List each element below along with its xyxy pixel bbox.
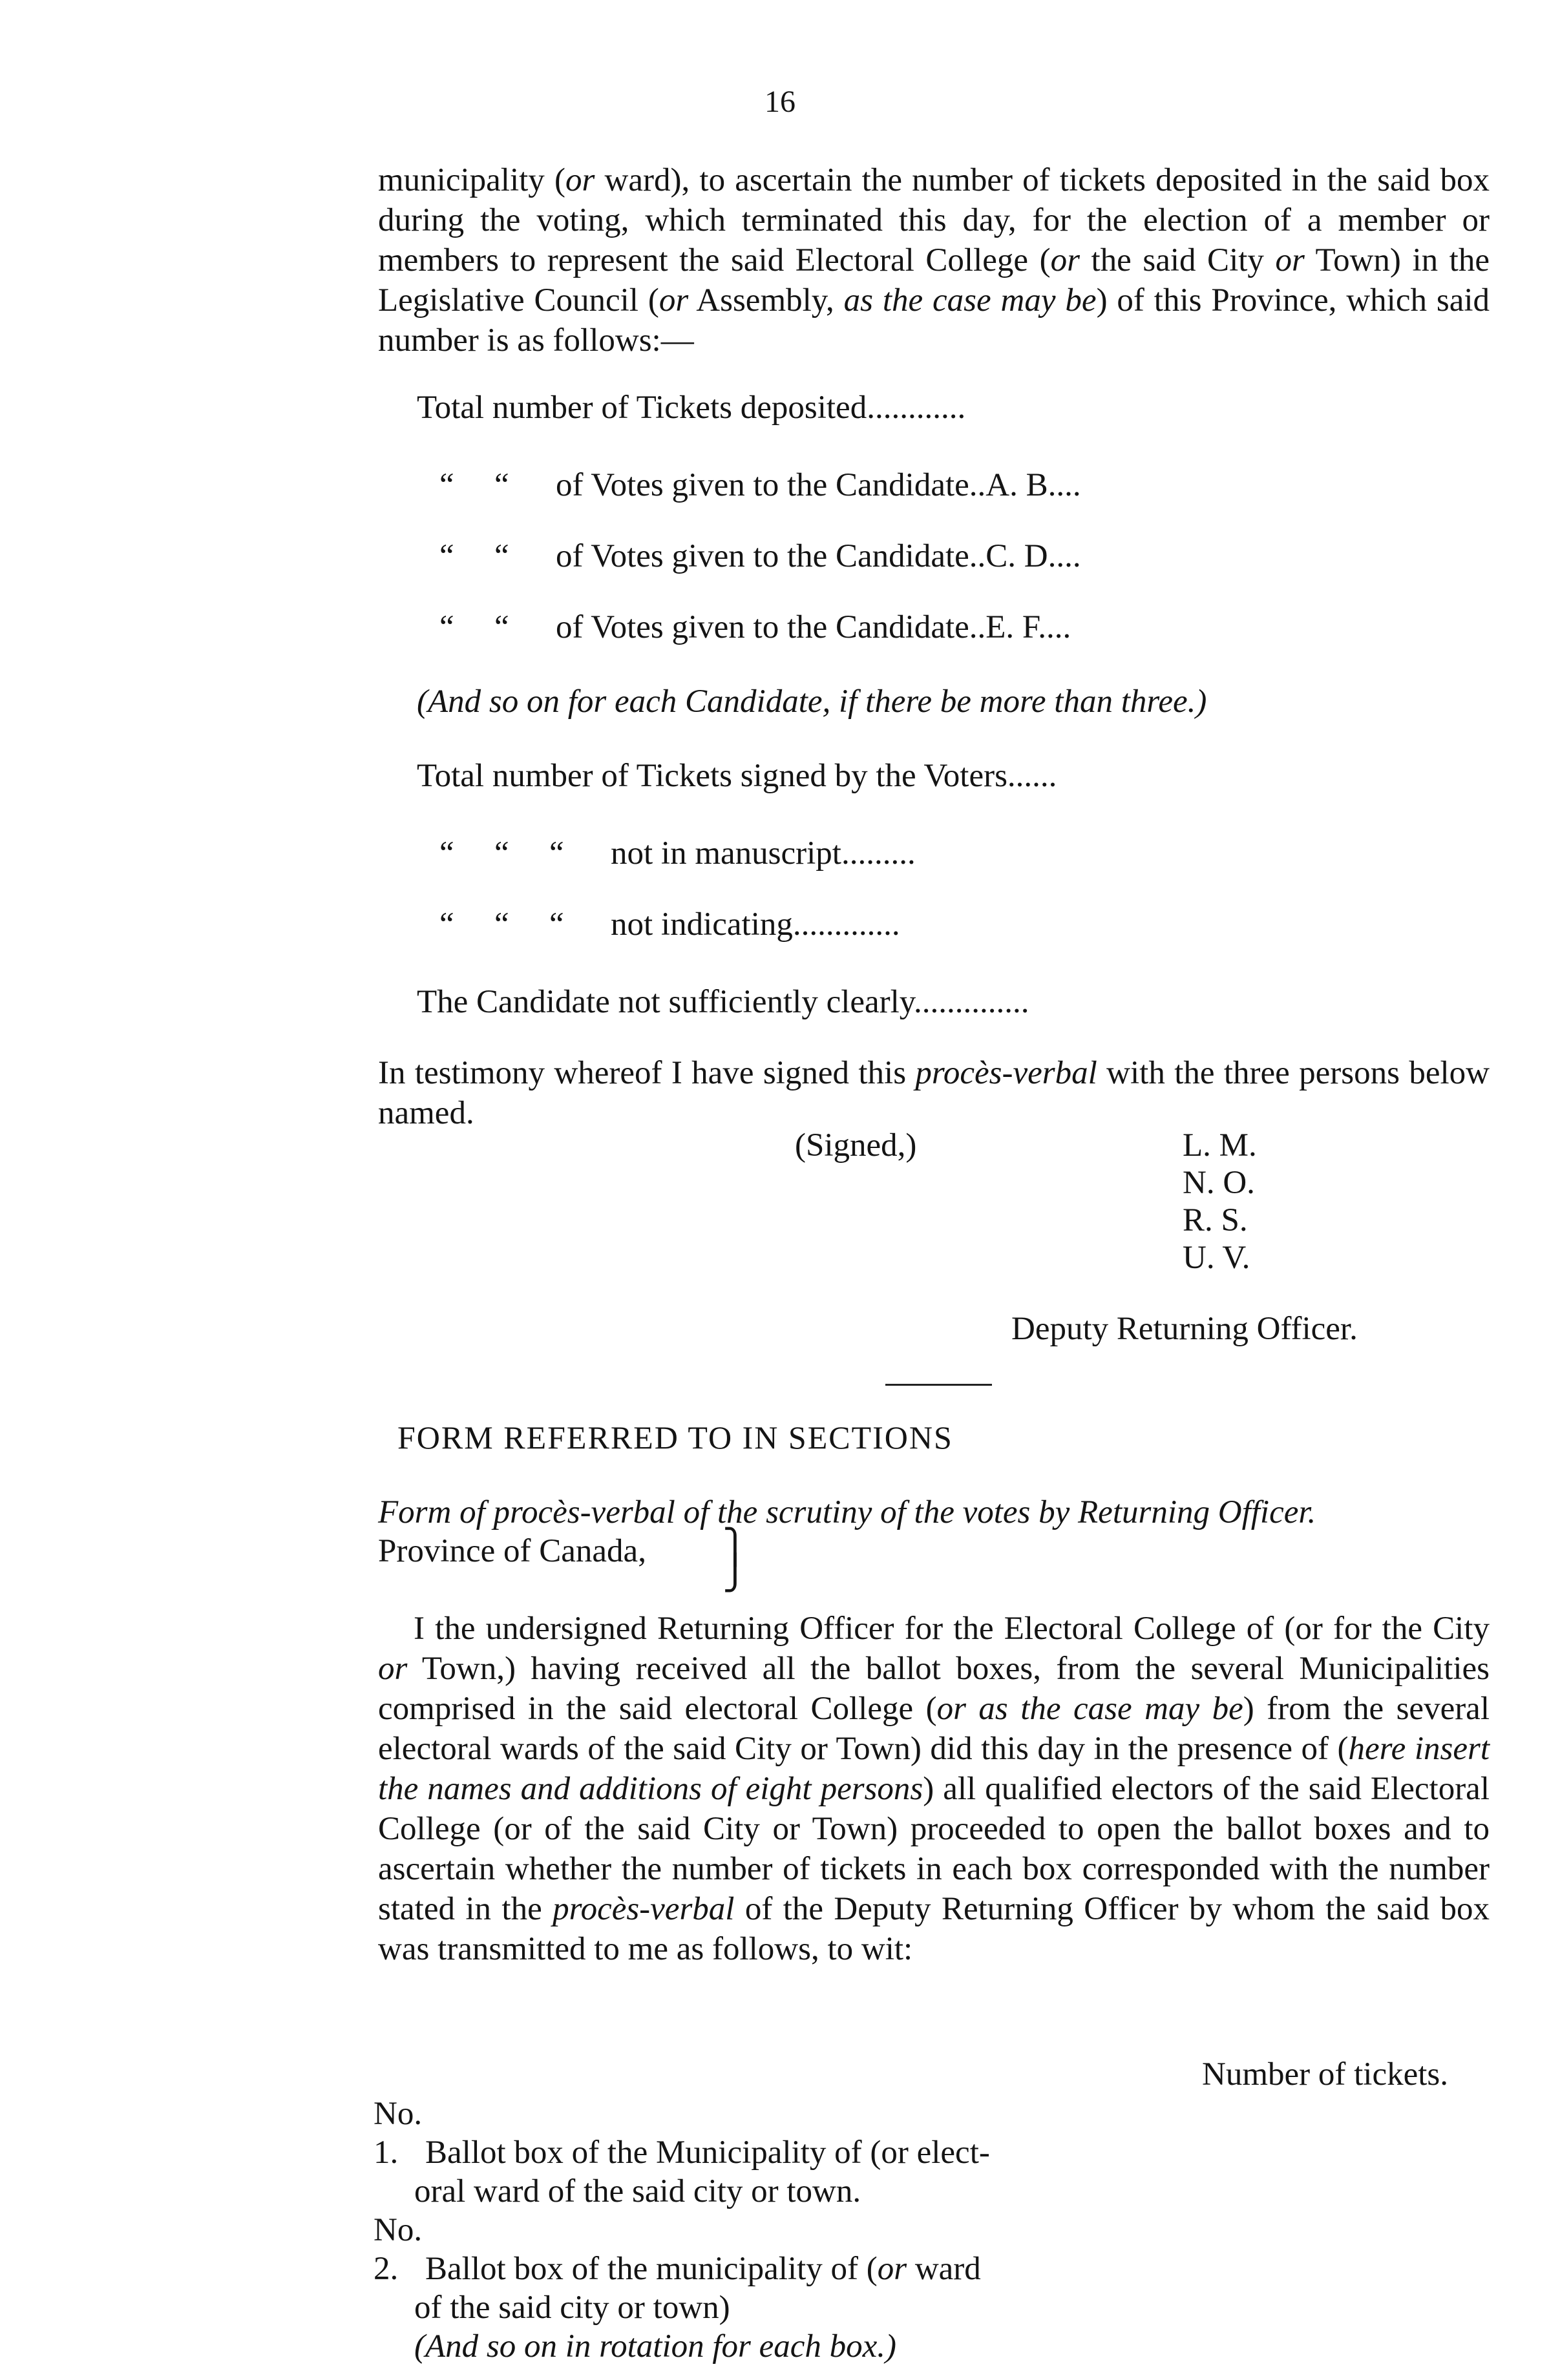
ballot-box-list xyxy=(374,2094,1214,2366)
signature-name: R. S. xyxy=(1183,1202,1248,1238)
list-item xyxy=(374,2094,1214,2172)
ditto-mark: “ xyxy=(439,467,454,503)
list-item xyxy=(374,2211,1214,2288)
number-of-tickets-label: Number of tickets. xyxy=(1202,2056,1448,2093)
scrutiny-italic: procès-verbal xyxy=(553,1891,735,1927)
ditto-mark: “ xyxy=(439,538,454,574)
testimony-italic: procès-verbal xyxy=(915,1055,1097,1091)
votes-ab-line xyxy=(439,465,1081,505)
list-text: Ballot box of the municipality of ( xyxy=(425,2251,878,2287)
scrutiny-text: ) from the several electoral wards of the said City or Town) did this day in the presence of ( xyxy=(378,1691,1490,1767)
and-so-on-text: (And so on for each Candidate, if there be more than three.) xyxy=(417,684,1207,720)
page-number: 16 xyxy=(764,85,796,119)
intro-text: Assembly, xyxy=(688,282,844,318)
intro-italic: or xyxy=(659,282,689,318)
province-line: Province of Canada, xyxy=(378,1533,646,1569)
scrutiny-paragraph xyxy=(378,1609,1490,1969)
intro-text: ) of this Province, which said number is as follows:— xyxy=(378,282,1490,359)
total-signed-line: Total number of Tickets signed by the Voters...... xyxy=(417,758,1057,794)
signed-label: (Signed,) xyxy=(795,1127,917,1164)
scrutiny-text: of the Deputy Returning Officer by whom the said box was transmitted to me as follows, to wit: xyxy=(378,1891,1490,1967)
intro-italic: or xyxy=(1275,242,1305,278)
ditto-mark: “ xyxy=(494,538,509,574)
intro-text: municipality ( xyxy=(378,162,565,198)
intro-text: Town) in the Legislative Council ( xyxy=(378,242,1490,318)
list-number: No. 1. xyxy=(374,2096,423,2171)
scrutiny-italic: or as the case may be xyxy=(936,1691,1243,1727)
rotation-note xyxy=(374,2327,1214,2366)
ditto-mark: “ xyxy=(439,906,454,943)
brace-mark: ⎫ ⎭ xyxy=(722,1529,748,1592)
votes-cd-text: of Votes given to the Candidate..C. D.... xyxy=(556,538,1081,574)
signature-name: L. M. xyxy=(1183,1127,1257,1164)
intro-italic: as the case may be xyxy=(843,282,1097,318)
scrutiny-italic: or xyxy=(378,1651,408,1687)
testimony-paragraph xyxy=(378,1053,1490,1133)
ditto-mark: “ xyxy=(439,609,454,645)
scrutiny-italic: here insert the names and additions of eight persons xyxy=(378,1731,1490,1807)
list-text: ward xyxy=(907,2251,981,2287)
form-subtitle-text: Form of procès-verbal of the scrutiny of the votes by Returning Officer. xyxy=(378,1494,1316,1530)
intro-text: the said City xyxy=(1079,242,1276,278)
not-manuscript-text: not in manuscript......... xyxy=(611,835,916,872)
scrutiny-text: ) all qualified electors of the said Electoral College (or of the said City or Town) proceeded to open the ballot boxes and to ascertain whether the number of tickets in each box corresponded with the number stated in the xyxy=(378,1771,1490,1927)
list-text: Ballot box of the Municipality of (or elect- xyxy=(425,2135,990,2171)
signature-name: N. O. xyxy=(1183,1165,1255,1201)
votes-ab-text: of Votes given to the Candidate..A. B.... xyxy=(556,467,1081,503)
intro-italic: or xyxy=(565,162,595,198)
list-item-continuation: of the said city or town) xyxy=(414,2290,730,2326)
scrutiny-text: Town,) having received all the ballot boxes, from the several Municipalities comprised in the said electoral College ( xyxy=(378,1651,1490,1727)
signature-name: U. V. xyxy=(1183,1240,1250,1276)
votes-ef-text: of Votes given to the Candidate..E. F.... xyxy=(556,609,1071,645)
ditto-mark: “ xyxy=(494,906,509,943)
ditto-mark: “ xyxy=(494,609,509,645)
votes-cd-line xyxy=(439,536,1081,576)
not-indicating-line xyxy=(439,904,900,945)
intro-paragraph xyxy=(378,160,1490,360)
total-deposited-line: Total number of Tickets deposited............ xyxy=(417,390,966,426)
testimony-text: In testimony whereof I have signed this xyxy=(378,1055,916,1091)
intro-text: ward), to ascertain the number of tickets deposited in the said box during the voting, which terminated this day, for the election of a member or members to represent the said Electoral College ( xyxy=(378,162,1490,278)
not-manuscript-line xyxy=(439,833,916,873)
testimony-text: with the three persons below named. xyxy=(378,1055,1490,1131)
ditto-mark: “ xyxy=(439,835,454,872)
not-indicating-text: not indicating............. xyxy=(611,906,900,943)
form-subtitle xyxy=(378,1492,1316,1532)
list-number: No. 2. xyxy=(374,2212,423,2287)
ditto-mark: “ xyxy=(494,467,509,503)
intro-italic: or xyxy=(1050,242,1080,278)
ditto-mark: “ xyxy=(549,835,564,872)
officer-title: Deputy Returning Officer. xyxy=(1011,1311,1358,1347)
list-item-continuation: oral ward of the said city or town. xyxy=(414,2173,861,2209)
section-divider xyxy=(885,1384,992,1386)
not-clearly-line: The Candidate not sufficiently clearly.............. xyxy=(417,984,1029,1020)
form-heading: FORM REFERRED TO IN SECTIONS xyxy=(397,1419,953,1456)
rotation-text: (And so on in rotation for each box.) xyxy=(414,2328,897,2364)
list-italic: or xyxy=(877,2251,907,2287)
ditto-mark: “ xyxy=(494,835,509,872)
and-so-on-note xyxy=(417,682,1207,722)
ditto-mark: “ xyxy=(549,906,564,943)
votes-ef-line xyxy=(439,607,1071,647)
scrutiny-text: I the undersigned Returning Officer for the Electoral College of (or for the City xyxy=(414,1611,1490,1647)
